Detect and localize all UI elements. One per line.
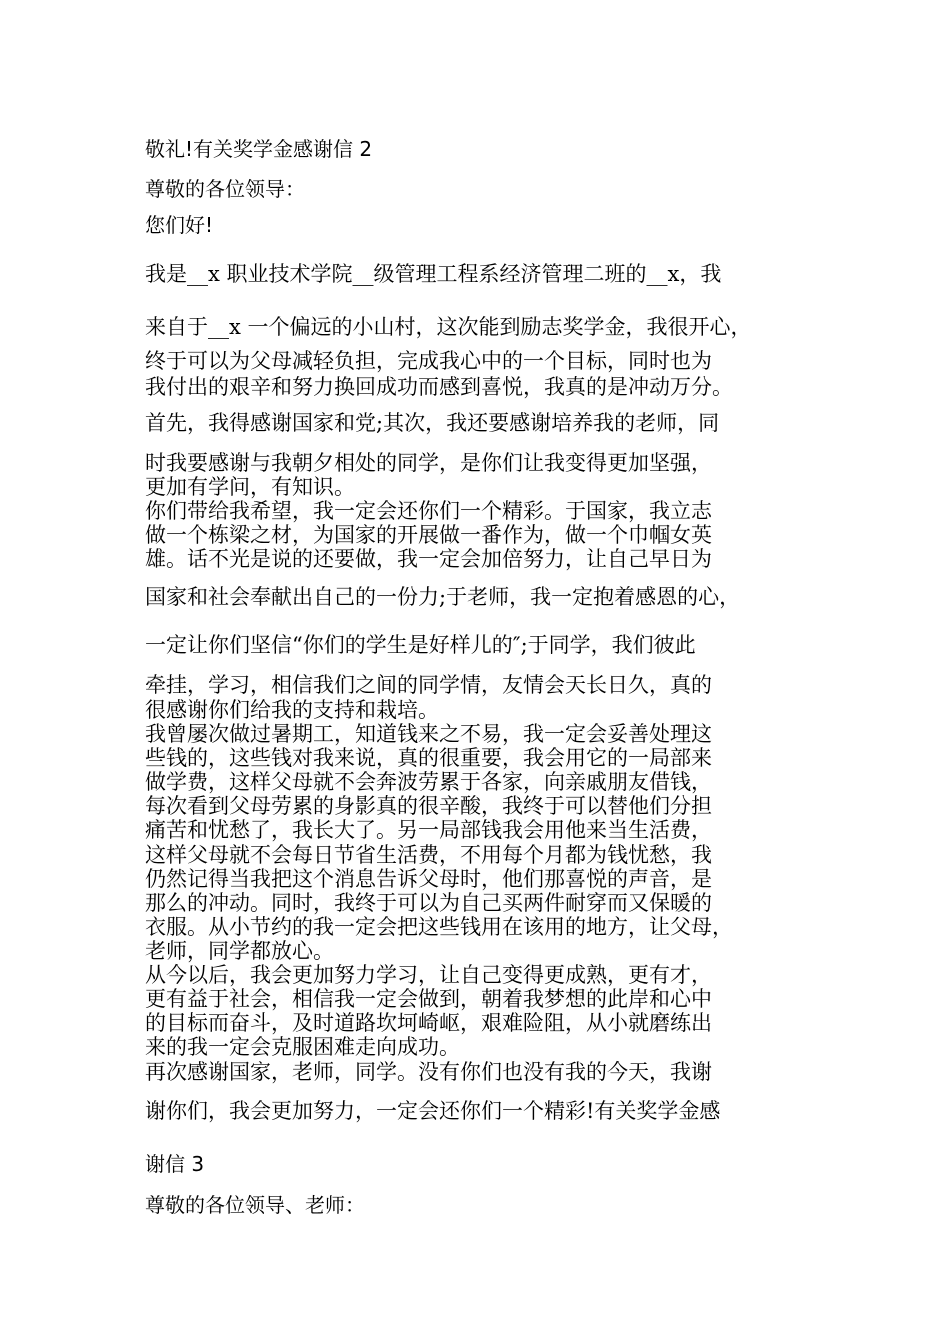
text-line: 你们带给我希望，我一定会还你们一个精彩。于国家，我立志 (145, 499, 712, 523)
text-line: 来的我一定会克服困难走向成功。 (145, 1035, 460, 1059)
text-line: 一定让你们坚信“你们的学生是好样儿的″;于同学，我们彼此 (145, 633, 696, 657)
text-line: 时我要感谢与我朝夕相处的同学，是你们让我变得更加坚强， (145, 451, 712, 475)
text-line: 做学费，这样父母就不会奔波劳累于各家，向亲戚朋友借钱， (145, 770, 712, 794)
text-line: 我付出的艰辛和努力换回成功而感到喜悦，我真的是冲动万分。 (145, 375, 733, 399)
text-line: 从今以后，我会更加努力学习，让自己变得更成熟，更有才， (145, 963, 712, 987)
text-line: 雄。话不光是说的还要做，我一定会加倍努力，让自己早日为 (145, 547, 712, 571)
text-line: 些钱的，这些钱对我来说，真的很重要，我会用它的一局部来 (145, 746, 712, 770)
text-line: 的目标而奋斗，及时道路坎坷崎岖，艰难险阻，从小就磨练出 (145, 1011, 712, 1035)
text-line: 做一个栋梁之材，为国家的开展做一番作为，做一个巾帼女英 (145, 523, 712, 547)
salutation-line: 尊敬的各位领导、老师： (145, 1193, 365, 1217)
text-line: 这样父母就不会每日节省生活费，不用每个月都为钱忧愁，我 (145, 843, 712, 867)
text-line: 牵挂，学习，相信我们之间的同学情，友情会天长日久，真的 (145, 673, 712, 697)
heading-line: 敬礼!有关奖学金感谢信 2 (145, 137, 373, 161)
text-line: 每次看到父母劳累的身影真的很辛酸，我终于可以替他们分担 (145, 794, 712, 818)
text-line: 更有益于社会，相信我一定会做到，朝着我梦想的此岸和心中 (145, 987, 712, 1011)
heading-line: 谢信 3 (145, 1152, 205, 1176)
text-line: 很感谢你们给我的支持和栽培。 (145, 698, 439, 722)
text-line: 衣服。从小节约的我一定会把这些钱用在该用的地方，让父母， (145, 915, 733, 939)
salutation-line: 尊敬的各位领导： (145, 177, 305, 201)
greeting-line: 您们好! (145, 213, 214, 237)
text-line: 我是__x 职业技术学院__级管理工程系经济管理二班的__x，我 (145, 262, 722, 286)
text-line: 国家和社会奉献出自己的一份力;于老师，我一定抱着感恩的心， (145, 585, 741, 609)
text-line: 再次感谢国家，老师，同学。没有你们也没有我的今天，我谢 (145, 1060, 712, 1084)
text-line: 我曾屡次做过暑期工，知道钱来之不易，我一定会妥善处理这 (145, 722, 712, 746)
text-line: 老师，同学都放心。 (145, 939, 334, 963)
text-line: 首先，我得感谢国家和党;其次，我还要感谢培养我的老师，同 (145, 411, 720, 435)
text-line: 痛苦和忧愁了，我长大了。另一局部钱我会用他来当生活费， (145, 818, 712, 842)
text-line: 仍然记得当我把这个消息告诉父母时，他们那喜悦的声音，是 (145, 867, 712, 891)
text-line: 来自于__x 一个偏远的小山村，这次能到励志奖学金，我很开心， (145, 315, 752, 339)
text-line: 那么的冲动。同时，我终于可以为自己买两件耐穿而又保暖的 (145, 891, 712, 915)
text-line: 谢你们，我会更加努力，一定会还你们一个精彩!有关奖学金感 (145, 1099, 721, 1123)
text-line: 终于可以为父母减轻负担，完成我心中的一个目标，同时也为 (145, 349, 712, 373)
text-line: 更加有学问，有知识。 (145, 475, 355, 499)
